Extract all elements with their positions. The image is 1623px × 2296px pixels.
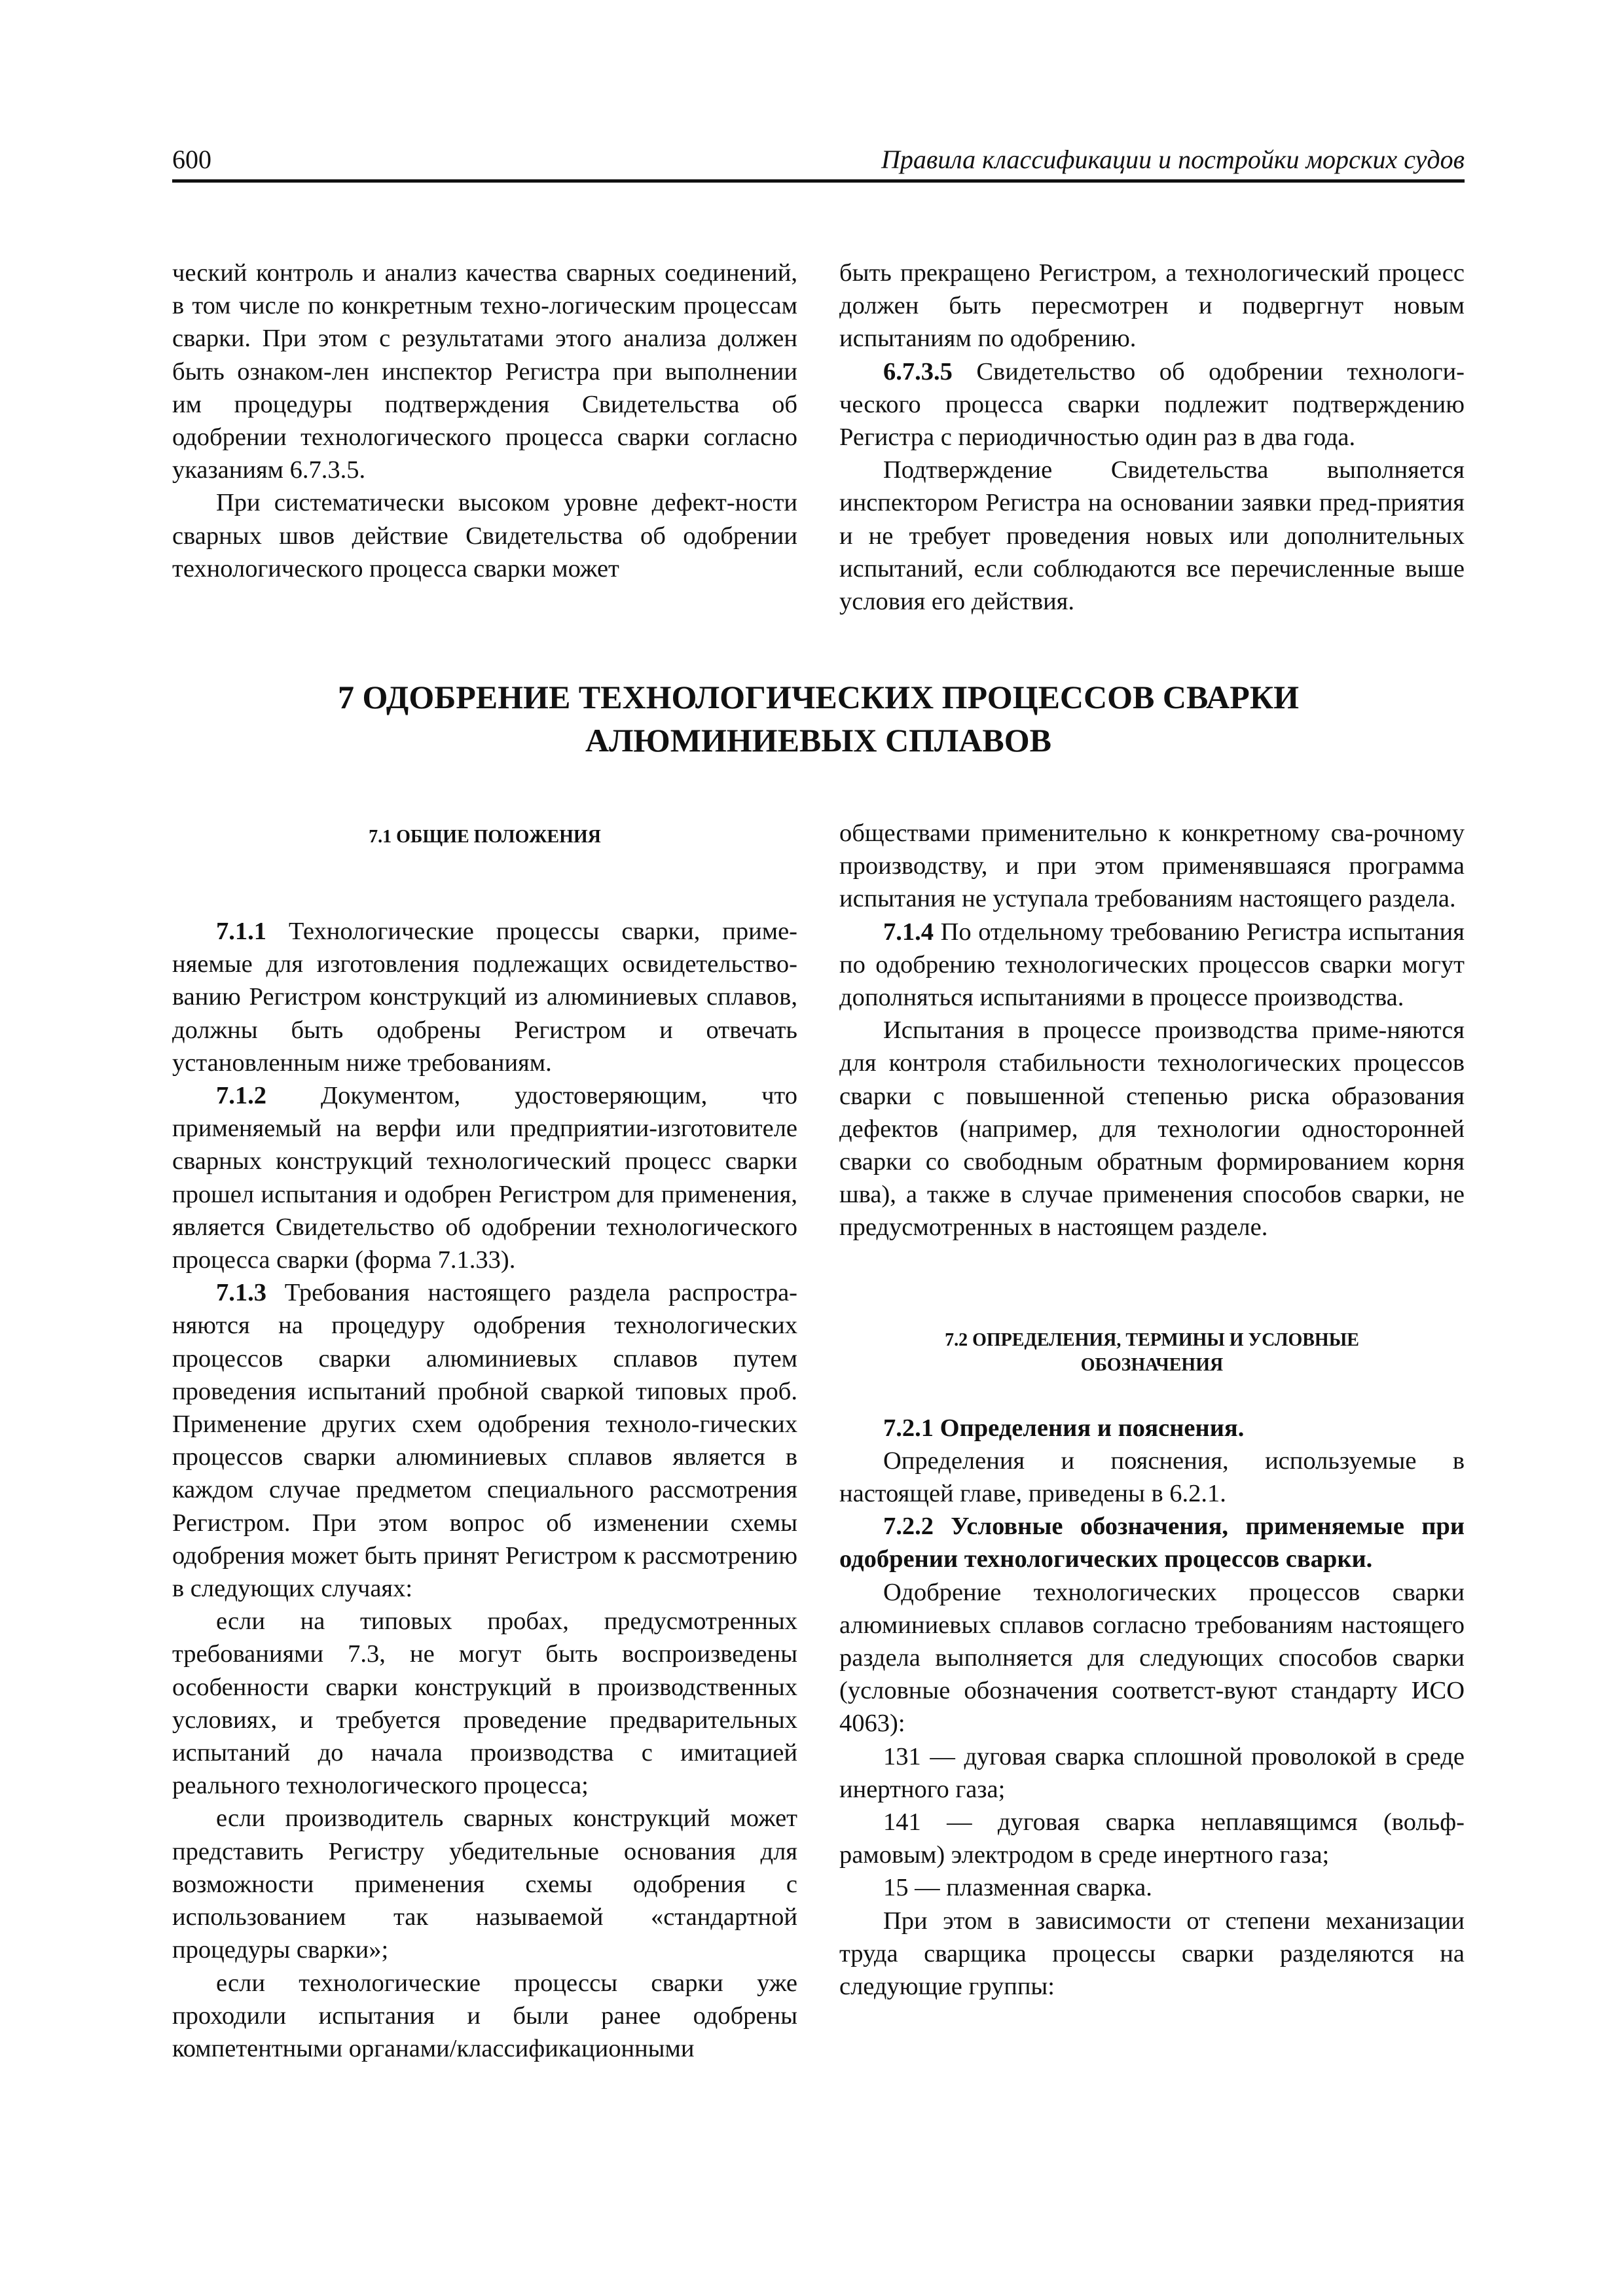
paragraph-712: [172, 1079, 797, 1276]
list-item: 131 — дуговая сварка сплошной проволокой в среде инертного газа;: [839, 1742, 1465, 1803]
running-title: Правила классификации и постройки морских судов: [881, 145, 1465, 174]
clause-label: 6.7.3.5: [883, 357, 953, 386]
paragraph: ческий контроль и анализ качества сварных соединений, в том числе по конкретным техно-логическим процессам сварки. При этом с результатами этого анализа должен быть ознаком-лен инспектор Регистра при выполнении им процедуры подтверждения Свидетельства об одобрении технологического процесса сварки согласно указаниям 6.7.3.5.: [172, 259, 797, 484]
clause-heading-721: 7.2.1 Определения и пояснения.: [883, 1414, 1245, 1442]
list-item: если производитель сварных конструкций может представить Регистру убедительные основания для возможности применения схемы одобрения с использованием так называемой «стандартной процедуры сварки»;: [172, 1804, 797, 1964]
list-item: если на типовых пробах, предусмотренных требованиями 7.3, не могут быть воспроизведены особенности сварки конструкций в производственных условиях, и требуется проведение предварительных испытаний до начала производства с имитацией реального технологического процесса;: [172, 1607, 797, 1800]
paragraph: быть прекращено Регистром, а технологический процесс должен быть пересмотрен и подвергнут новым испытаниям по одобрению.: [839, 259, 1465, 353]
page-number: 600: [172, 145, 211, 174]
clause-text: Требования настоящего раздела распростра-няются на процедуру одобрения технологических процессов сварки алюминиевых сплавов путем проведения испытаний пробной сваркой типовых проб. Применение других схем одобрения техноло-гических процессов сварки алюминиевых сплавов является в каждом случае предметом специального рассмотрения Регистром. При этом вопрос об изменении схемы одобрения может быть принят Регистром к рассмотрению в следующих случаях:: [172, 1279, 797, 1603]
section-title-line1: 7.2 ОПРЕДЕЛЕНИЯ, ТЕРМИНЫ И УСЛОВНЫЕ: [945, 1329, 1359, 1350]
left-column: [172, 817, 797, 2065]
clause-label: 7.1.3: [216, 1279, 266, 1307]
paragraph: Подтверждение Свидетельства выполняется инспектором Регистра на основании заявки пред-приятия и не требует проведения новых или дополнительных испытаний, если соблюдаются все перечисленные выше условия его действия.: [839, 456, 1465, 616]
clause-label: 7.1.1: [216, 918, 266, 945]
list-item: 141 — дуговая сварка неплавящимся (вольф-рамовым) электродом в среде инертного газа;: [839, 1808, 1465, 1869]
paragraph: обществами применительно к конкретному сва-рочному производству, и при этом применявшаяся программа испытания не уступала требованиям настоящего раздела.: [839, 819, 1465, 913]
clause-label: 7.1.2: [216, 1082, 266, 1110]
clause-text: Документом, удостоверяющим, что применяемый на верфи или предприятии-изготовителе сварных конструкций технологический процесс сварки прошел испытания и одобрен Регистром для применения, является Свидетельство об одобрении технологического процесса сварки (форма 7.1.33).: [172, 1082, 797, 1274]
paragraph-711: [172, 915, 797, 1079]
top-left-column: [172, 257, 797, 585]
clause-label: 7.1.4: [883, 918, 934, 946]
page-header: [172, 139, 1465, 183]
chapter-title-line1: 7 ОДОБРЕНИЕ ТЕХНОЛОГИЧЕСКИХ ПРОЦЕССОВ СВАРКИ: [338, 679, 1299, 715]
section-title-line2: ОБОЗНАЧЕНИЯ: [1080, 1354, 1224, 1375]
paragraph-713: [172, 1276, 797, 1605]
chapter-title: [172, 675, 1465, 762]
clause-text: По отдельному требованию Регистра испытания по одобрению технологических процессов сварки могут дополняться испытаниями в процессе производства.: [839, 918, 1465, 1012]
paragraph: Одобрение технологических процессов сварки алюминиевых сплавов согласно требованиям настоящего раздела выполняется для следующих способов сварки (условные обозначения соответст-вуют стандарту ИСО 4063):: [839, 1578, 1465, 1738]
clause-heading-722: 7.2.2 Условные обозначения, применяемые при одобрении технологических процессов сварки.: [839, 1513, 1465, 1573]
chapter-title-line2: АЛЮМИНИЕВЫХ СПЛАВОВ: [585, 722, 1051, 759]
paragraph: При систематически высоком уровне дефект-ности сварных швов действие Свидетельства об одобрении технологического процесса сварки может: [172, 489, 797, 583]
clause-text: Свидетельство об одобрении технологи-ческого процесса сварки подлежит подтверждению Регистра с периодичностью один раз в два года.: [839, 357, 1465, 452]
paragraph: При этом в зависимости от степени механизации труда сварщика процессы сварки разделяются на следующие группы:: [839, 1907, 1465, 2001]
list-item: 15 — плазменная сварка.: [883, 1874, 1152, 1902]
clause-text: Технологические процессы сварки, приме-няемые для изготовления подлежащих освидетельство-ванию Регистром конструкций из алюминиевых сплавов, должны быть одобрены Регистром и отвечать установленным ниже требованиям.: [172, 918, 797, 1077]
paragraph: Испытания в процессе производства приме-няются для контроля стабильности технологических процессов сварки с повышенной степенью риска образования дефектов (например, для технологии односторонней сварки со свободным обратным формированием корня шва), а также в случае применения способов сварки, не предусмотренных в настоящем разделе.: [839, 1016, 1465, 1242]
paragraph: Определения и пояснения, используемые в настоящей главе, приведены в 6.2.1.: [839, 1446, 1465, 1508]
paragraph-6735: [839, 355, 1465, 454]
section-title-7-1: 7.1 ОБЩИЕ ПОЛОЖЕНИЯ: [369, 827, 601, 847]
list-item: если технологические процессы сварки уже проходили испытания и были ранее одобрены компетентными органами/классификационными: [172, 1969, 797, 2062]
paragraph-714: [839, 916, 1465, 1014]
top-right-column: [839, 257, 1465, 618]
section-title-7-2: [839, 1328, 1465, 1378]
right-column: [839, 817, 1465, 2003]
